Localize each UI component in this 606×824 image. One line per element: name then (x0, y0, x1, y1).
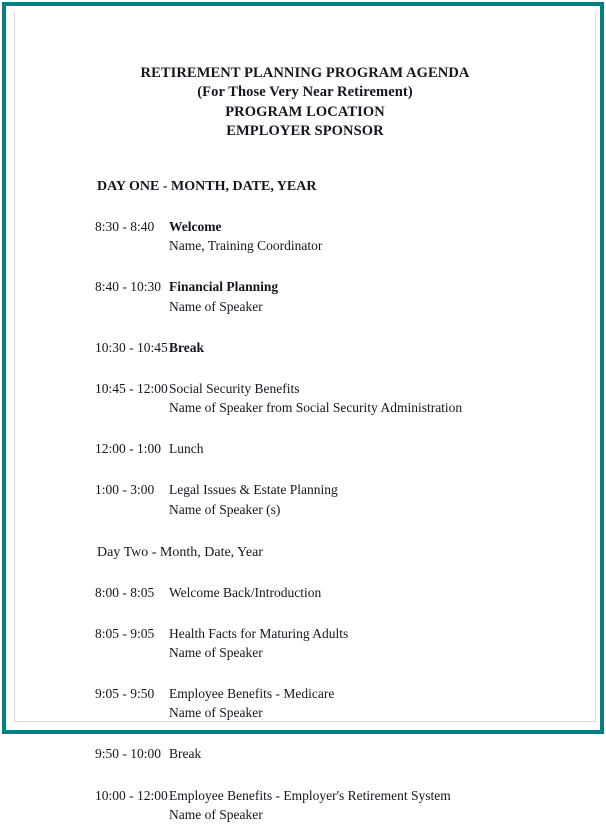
day-two-agenda-list (15, 583, 595, 824)
agenda-detail (169, 786, 595, 824)
agenda-detail (169, 624, 595, 662)
agenda-time: 9:05 - 9:50 (95, 686, 155, 702)
agenda-detail (169, 217, 595, 255)
document-title: RETIREMENT PLANNING PROGRAM AGENDA (140, 65, 470, 81)
agenda-row (15, 786, 595, 824)
agenda-row (15, 624, 595, 662)
agenda-time: 8:40 - 10:30 (95, 279, 161, 295)
agenda-time: 9:50 - 10:00 (95, 746, 161, 762)
agenda-title: Lunch (169, 441, 204, 457)
agenda-speaker: Name of Speaker (s) (169, 501, 281, 517)
agenda-detail (169, 277, 595, 315)
agenda-time: 8:00 - 8:05 (95, 584, 155, 600)
agenda-title: Financial Planning (169, 279, 279, 295)
program-location-line: PROGRAM LOCATION (225, 103, 385, 120)
agenda-row (15, 338, 595, 357)
document-header (15, 64, 595, 141)
agenda-title: Welcome (169, 219, 222, 235)
agenda-title: Break (169, 339, 205, 355)
employer-sponsor-line: EMPLOYER SPONSOR (226, 122, 384, 139)
agenda-title: Break (169, 746, 202, 762)
agenda-time: 1:00 - 3:00 (95, 482, 155, 498)
document-subtitle: (For Those Very Near Retirement) (197, 84, 413, 101)
agenda-row (15, 217, 595, 255)
agenda-row (15, 744, 595, 763)
agenda-title: Health Facts for Maturing Adults (169, 625, 349, 641)
agenda-detail (169, 439, 595, 458)
agenda-detail (169, 583, 595, 602)
agenda-row (15, 277, 595, 315)
agenda-detail (169, 744, 595, 763)
agenda-title: Legal Issues & Estate Planning (169, 482, 338, 498)
agenda-time: 12:00 - 1:00 (95, 441, 161, 457)
agenda-title: Employee Benefits - Medicare (169, 686, 335, 702)
agenda-speaker: Name of Speaker from Social Security Administration (169, 400, 463, 416)
page-border (2, 2, 604, 822)
agenda-time: 10:30 - 10:45 (95, 339, 168, 355)
agenda-row (15, 583, 595, 602)
agenda-title: Welcome Back/Introduction (169, 584, 322, 600)
agenda-speaker: Name, Training Coordinator (169, 238, 323, 254)
agenda-detail (169, 338, 595, 357)
agenda-speaker: Name of Speaker (169, 705, 263, 721)
agenda-title: Employee Benefits - Employer's Retirement System (169, 787, 451, 803)
agenda-row (15, 439, 595, 458)
agenda-time: 8:05 - 9:05 (95, 625, 155, 641)
agenda-time: 10:45 - 12:00 (95, 380, 168, 396)
document-body (15, 12, 595, 822)
agenda-row (15, 480, 595, 518)
day-two-heading: Day Two - Month, Date, Year (97, 544, 263, 560)
agenda-detail (169, 379, 595, 417)
agenda-row (15, 684, 595, 722)
agenda-detail (169, 480, 595, 518)
day-one-heading: DAY ONE - MONTH, DATE, YEAR (97, 179, 317, 195)
agenda-row (15, 379, 595, 417)
agenda-time: 10:00 - 12:00 (95, 787, 168, 803)
agenda-detail (169, 684, 595, 722)
day-one-agenda-list (15, 217, 595, 519)
agenda-speaker: Name of Speaker (169, 806, 263, 822)
page-inner-rule (14, 12, 596, 822)
agenda-time: 8:30 - 8:40 (95, 219, 155, 235)
agenda-title: Social Security Benefits (169, 380, 300, 396)
agenda-speaker: Name of Speaker (169, 298, 263, 314)
agenda-speaker: Name of Speaker (169, 645, 263, 660)
